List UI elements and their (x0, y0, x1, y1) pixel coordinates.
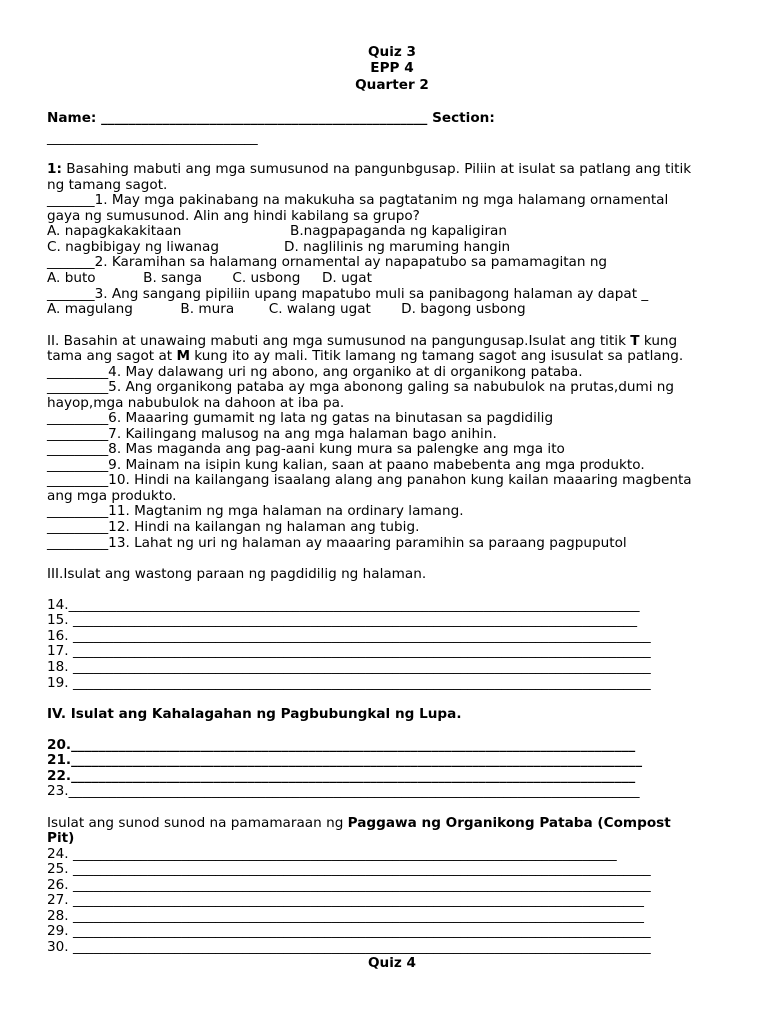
answer-line-22: 22.___________________________________________________________________________________ (47, 768, 636, 784)
answer-line: 29. _____________________________________________________________________________________ (47, 923, 651, 939)
quiz-title: Quiz 3 (368, 44, 416, 60)
answer-line-20: 20.___________________________________________________________________________________ (47, 737, 636, 753)
question-1: _______1. May mga pakinabang na makukuha sa pagtatanim ng mga halamang ornamental (47, 192, 669, 208)
part3-instruction: III.Isulat ang wastong paraan ng pagdidilig ng halaman. (47, 566, 427, 582)
part1-instruction-text: Basahing mabuti ang mga sumusunod na pangunbgusap. Piliin at isulat sa patlang ang titik (61, 161, 692, 177)
answer-line: 14.____________________________________________________________________________________ (47, 597, 640, 613)
name-blank: ________________________________________________ (96, 110, 433, 126)
tf-item-cont: ang mga produkto. (47, 488, 177, 504)
part5-instruction-cont: Pit) (47, 830, 75, 846)
tf-item: _________11. Magtanim ng mga halaman na ordinary lamang. (47, 503, 464, 519)
tf-item: _________9. Mainam na isipin kung kalian, saan at paano mabebenta ang mga produkto. (47, 457, 645, 473)
part1-instruction (47, 161, 691, 177)
next-quiz-title: Quiz 4 (368, 955, 416, 971)
section-blank: _______________________________ (47, 130, 258, 146)
part2-instruction2-text: tama ang sagot at (47, 348, 177, 364)
tf-item-cont: hayop,mga nabubulok na dahoon at iba pa. (47, 395, 345, 411)
section-label: Section: (432, 110, 495, 126)
question-3: _______3. Ang sangang pipiliin upang mapatubo muli sa panibagong halaman ay dapat _ (47, 286, 649, 302)
answer-line: 16. _____________________________________________________________________________________ (47, 628, 651, 644)
answer-line: 18. _____________________________________________________________________________________ (47, 659, 651, 675)
answer-line-21: 21.____________________________________________________________________________________ (47, 752, 643, 768)
answer-line: 23.____________________________________________________________________________________ (47, 783, 640, 799)
part2-instruction-tail: kung (639, 333, 678, 349)
q1-option-c: C. nagbibigay ng liwanag (47, 239, 219, 255)
part5-instruction-text: Isulat ang sunod sunod na pamamaraan ng (47, 815, 348, 831)
q1-option-d: D. naglilinis ng maruming hangin (284, 239, 511, 255)
part1-label: 1: (47, 161, 62, 177)
part5-instruction (47, 815, 671, 831)
part1-instruction-cont: ng tamang sagot. (47, 177, 168, 193)
part2-instruction-text: II. Basahin at unawaing mabuti ang mga sumusunod na pangungusap.Isulat ang titik (47, 333, 631, 349)
answer-line: 26. _____________________________________________________________________________________ (47, 877, 651, 893)
part2-instruction2-tail: kung ito ay mali. Titik lamang ng tamang sagot ang isusulat sa patlang. (189, 348, 684, 364)
question-2: _______2. Karamihan sa halamang ornamental ay napapatubo sa pamamagitan ng (47, 254, 608, 270)
tf-item: _________13. Lahat ng uri ng halaman ay maaaring paramihin sa paraang pagpuputol (47, 535, 627, 551)
answer-line: 27. ____________________________________________________________________________________ (47, 892, 644, 908)
question-1-cont: gaya ng sumusunod. Alin ang hindi kabilang sa grupo? (47, 208, 420, 224)
tf-item: _________4. May dalawang uri ng abono, ang organiko at di organikong pataba. (47, 364, 583, 380)
name-label: Name: (47, 110, 97, 126)
part2-instruction (47, 333, 677, 349)
part4-instruction: IV. Isulat ang Kahalagahan ng Pagbubungkal ng Lupa. (47, 706, 462, 722)
tf-item: _________12. Hindi na kailangan ng halaman ang tubig. (47, 519, 420, 535)
q1-option-a: A. napagkakakitaan (47, 223, 182, 239)
tf-item: _________5. Ang organikong pataba ay mga abonong galing sa nabubulok na prutas,dumi ng (47, 379, 675, 395)
part5-instruction-bold: Paggawa ng Organikong Pataba (Compost (347, 815, 671, 831)
answer-line (47, 752, 642, 768)
answer-line (47, 768, 635, 784)
answer-line: 24. ________________________________________________________________________________ (47, 846, 617, 862)
q3-options: A. magulang B. mura C. walang ugat D. bagong usbong (47, 301, 526, 317)
q1-option-b: B.nagpapaganda ng kapaligiran (290, 223, 507, 239)
true-letter: T (630, 333, 640, 349)
tf-item: _________10. Hindi na kailangang isaalang alang ang panahon kung kailan maaaring magbenta (47, 472, 692, 488)
tf-item: _________8. Mas maganda ang pag-aani kung mura sa palengke ang mga ito (47, 441, 565, 457)
answer-line (47, 737, 635, 753)
answer-line: 19. _____________________________________________________________________________________ (47, 675, 651, 691)
answer-line: 30. _____________________________________________________________________________________ (47, 939, 651, 955)
false-letter: M (176, 348, 190, 364)
name-section-line (47, 110, 495, 126)
part2-instruction-2 (47, 348, 683, 364)
answer-line: 25. _____________________________________________________________________________________ (47, 861, 651, 877)
subject-title: EPP 4 (370, 60, 414, 76)
q2-options: A. buto B. sanga C. usbong D. ugat (47, 270, 372, 286)
answer-line: 28. ____________________________________________________________________________________ (47, 908, 644, 924)
tf-item: _________7. Kailingang malusog na ang mga halaman bago anihin. (47, 426, 497, 442)
quarter-title: Quarter 2 (355, 77, 429, 93)
tf-item: _________6. Maaaring gumamit ng lata ng gatas na binutasan sa pagdidilig (47, 410, 554, 426)
answer-line: 15. ___________________________________________________________________________________ (47, 612, 638, 628)
answer-line: 17. _____________________________________________________________________________________ (47, 643, 651, 659)
